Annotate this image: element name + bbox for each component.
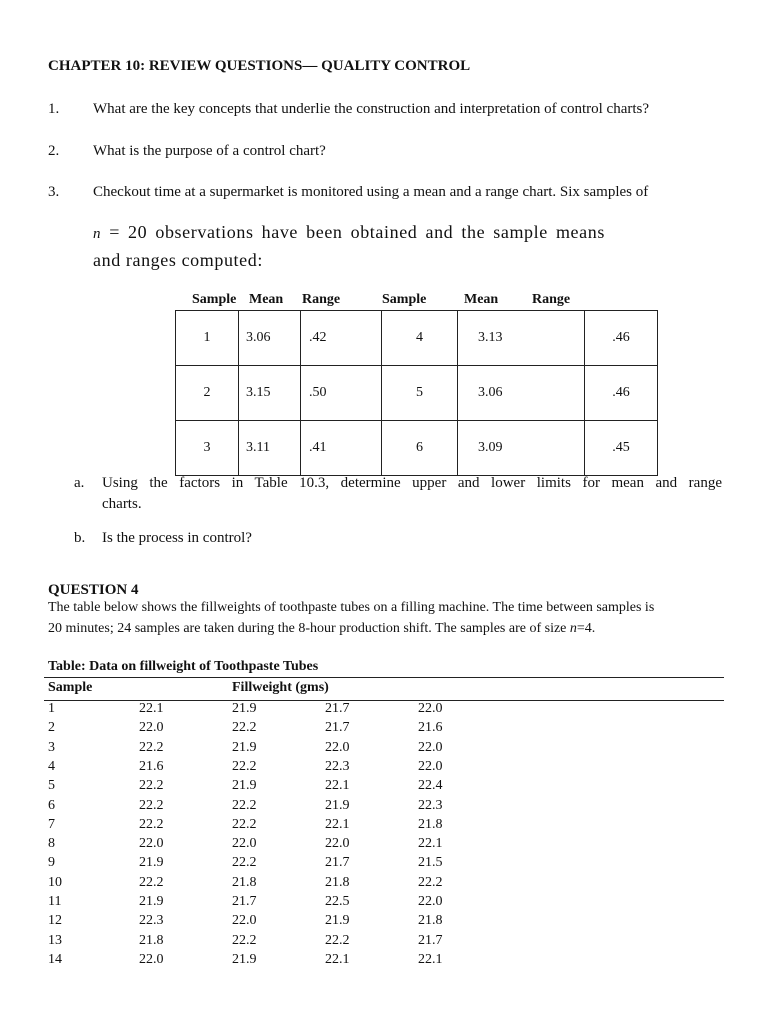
- cell-sample-number: 9: [48, 855, 55, 871]
- cell-fillweight: 21.6: [139, 758, 164, 774]
- header-sample-1: Sample: [192, 292, 237, 307]
- cell-fillweight: 22.2: [139, 797, 164, 813]
- question-3-continuation: [93, 222, 605, 243]
- cell-fillweight: 22.0: [232, 836, 257, 852]
- question-4-paragraph-end: =4.: [576, 621, 596, 636]
- subquestion-a-label: a.: [74, 475, 85, 491]
- cell-fillweight: 22.0: [418, 739, 443, 755]
- cell-range: .46: [585, 366, 658, 421]
- cell-fillweight: 22.1: [325, 951, 350, 967]
- sample-means-ranges-table: [175, 310, 658, 476]
- question-2-number: 2.: [48, 143, 60, 159]
- cell-fillweight: 22.2: [232, 720, 257, 736]
- question-3-line3: and ranges computed:: [93, 250, 263, 270]
- variable-n: n: [93, 226, 102, 242]
- cell-sample-number: 3: [48, 739, 55, 755]
- cell-fillweight: 21.8: [418, 816, 443, 832]
- table-row: [176, 366, 658, 421]
- cell-fillweight: 21.8: [418, 913, 443, 929]
- cell-fillweight: 22.2: [139, 874, 164, 890]
- cell-fillweight: 21.8: [232, 874, 257, 890]
- cell-fillweight: 21.8: [325, 874, 350, 890]
- cell-fillweight: 22.2: [232, 758, 257, 774]
- cell-fillweight: 21.7: [418, 932, 443, 948]
- cell-sample: 3: [176, 421, 239, 476]
- variable-n: n: [569, 621, 577, 636]
- cell-mean: 3.13: [458, 311, 585, 366]
- question-3-line2-text: = 20 observations have been obtained and the sample means: [101, 222, 605, 242]
- cell-fillweight: 22.0: [139, 720, 164, 736]
- cell-sample: 1: [176, 311, 239, 366]
- cell-fillweight: 22.4: [418, 778, 443, 794]
- cell-sample-number: 8: [48, 836, 55, 852]
- cell-fillweight: 22.1: [418, 836, 443, 852]
- cell-sample-number: 13: [48, 932, 62, 948]
- cell-fillweight: 22.0: [418, 701, 443, 716]
- header-range-2: Range: [532, 292, 571, 307]
- cell-fillweight: 21.7: [325, 701, 350, 716]
- cell-mean: 3.09: [458, 421, 585, 476]
- cell-fillweight: 22.0: [325, 739, 350, 755]
- chapter-title: CHAPTER 10: REVIEW QUESTIONS— QUALITY CONTROL: [48, 58, 471, 74]
- cell-sample: 6: [382, 421, 458, 476]
- question-4-paragraph-line1: The table below shows the fillweights of toothpaste tubes on a filling machine. The time between samples is: [48, 600, 655, 615]
- cell-sample-number: 11: [48, 894, 62, 909]
- cell-sample-number: 5: [48, 778, 55, 794]
- column-header-sample: Sample: [48, 680, 93, 695]
- cell-fillweight: 22.3: [325, 758, 350, 774]
- cell-fillweight: 22.1: [325, 778, 350, 794]
- cell-mean: 3.11: [239, 421, 301, 476]
- cell-sample-number: 2: [48, 720, 55, 736]
- cell-fillweight: 22.1: [139, 701, 164, 716]
- cell-range: .42: [301, 311, 382, 366]
- cell-sample-number: 6: [48, 797, 55, 813]
- question-3-text: Checkout time at a supermarket is monitored using a mean and a range chart. Six samples of: [93, 184, 649, 200]
- question-4-title: QUESTION 4: [48, 582, 139, 598]
- cell-fillweight: 22.0: [418, 758, 443, 774]
- cell-range: .45: [585, 421, 658, 476]
- cell-fillweight: 22.2: [232, 816, 257, 832]
- cell-sample: 2: [176, 366, 239, 421]
- cell-mean: 3.06: [239, 311, 301, 366]
- table-row: [176, 421, 658, 476]
- cell-sample: 4: [382, 311, 458, 366]
- cell-fillweight: 21.9: [232, 951, 257, 967]
- subquestion-b-label: b.: [74, 530, 86, 546]
- subquestion-b-text: Is the process in control?: [102, 530, 252, 546]
- cell-fillweight: 22.1: [418, 951, 443, 967]
- cell-sample-number: 12: [48, 913, 62, 929]
- cell-fillweight: 22.2: [139, 778, 164, 794]
- cell-sample-number: 4: [48, 758, 55, 774]
- cell-fillweight: 22.1: [325, 816, 350, 832]
- cell-sample-number: 1: [48, 701, 55, 716]
- cell-fillweight: 21.7: [232, 894, 257, 909]
- cell-fillweight: 21.9: [232, 701, 257, 716]
- question-4-paragraph-text: 20 minutes; 24 samples are taken during the 8-hour production shift. The samples are of size: [48, 621, 570, 636]
- cell-fillweight: 21.9: [232, 778, 257, 794]
- table-top-rule: [44, 677, 724, 678]
- cell-mean: 3.06: [458, 366, 585, 421]
- header-mean-1: Mean: [249, 292, 284, 307]
- cell-fillweight: 22.2: [232, 932, 257, 948]
- cell-sample-number: 10: [48, 874, 62, 890]
- cell-fillweight: 22.2: [232, 855, 257, 871]
- cell-fillweight: 22.2: [232, 797, 257, 813]
- cell-range: .46: [585, 311, 658, 366]
- cell-fillweight: 21.5: [418, 855, 443, 871]
- cell-fillweight: 22.3: [418, 797, 443, 813]
- column-header-fillweight: Fillweight (gms): [232, 680, 329, 695]
- cell-fillweight: 22.3: [139, 913, 164, 929]
- question-3-number: 3.: [48, 184, 60, 200]
- cell-sample-number: 14: [48, 951, 62, 967]
- cell-fillweight: 22.0: [232, 913, 257, 929]
- header-sample-2: Sample: [382, 292, 427, 307]
- cell-fillweight: 22.2: [325, 932, 350, 948]
- header-range-1: Range: [302, 292, 341, 307]
- cell-fillweight: 21.9: [325, 913, 350, 929]
- cell-fillweight: 22.0: [325, 836, 350, 852]
- cell-fillweight: 22.5: [325, 894, 350, 909]
- question-2-text: What is the purpose of a control chart?: [93, 143, 326, 159]
- cell-range: .41: [301, 421, 382, 476]
- cell-fillweight: 22.0: [139, 951, 164, 967]
- header-mean-2: Mean: [464, 292, 499, 307]
- cell-fillweight: 21.7: [325, 720, 350, 736]
- cell-mean: 3.15: [239, 366, 301, 421]
- subquestion-a-text: Using the factors in Table 10.3, determine upper and lower limits for mean and range: [102, 475, 722, 491]
- cell-range: .50: [301, 366, 382, 421]
- cell-fillweight: 22.2: [139, 816, 164, 832]
- cell-fillweight: 22.2: [418, 874, 443, 890]
- table-row: [176, 311, 658, 366]
- cell-fillweight: 22.0: [139, 836, 164, 852]
- cell-fillweight: 21.9: [232, 739, 257, 755]
- cell-sample-number: 7: [48, 816, 55, 832]
- question-1-text: What are the key concepts that underlie the construction and interpretation of control charts?: [93, 101, 650, 117]
- cell-fillweight: 21.7: [325, 855, 350, 871]
- cell-fillweight: 21.9: [139, 894, 164, 909]
- cell-fillweight: 21.9: [139, 855, 164, 871]
- cell-fillweight: 22.2: [139, 739, 164, 755]
- question-4-paragraph-line2: [48, 621, 595, 637]
- fillweight-table-title: Table: Data on fillweight of Toothpaste Tubes: [48, 659, 319, 674]
- cell-fillweight: 21.9: [325, 797, 350, 813]
- cell-fillweight: 21.8: [139, 932, 164, 948]
- cell-fillweight: 22.0: [418, 894, 443, 909]
- cell-fillweight: 21.6: [418, 720, 443, 736]
- cell-sample: 5: [382, 366, 458, 421]
- question-1-number: 1.: [48, 101, 60, 117]
- subquestion-a-text-cont: charts.: [102, 496, 142, 512]
